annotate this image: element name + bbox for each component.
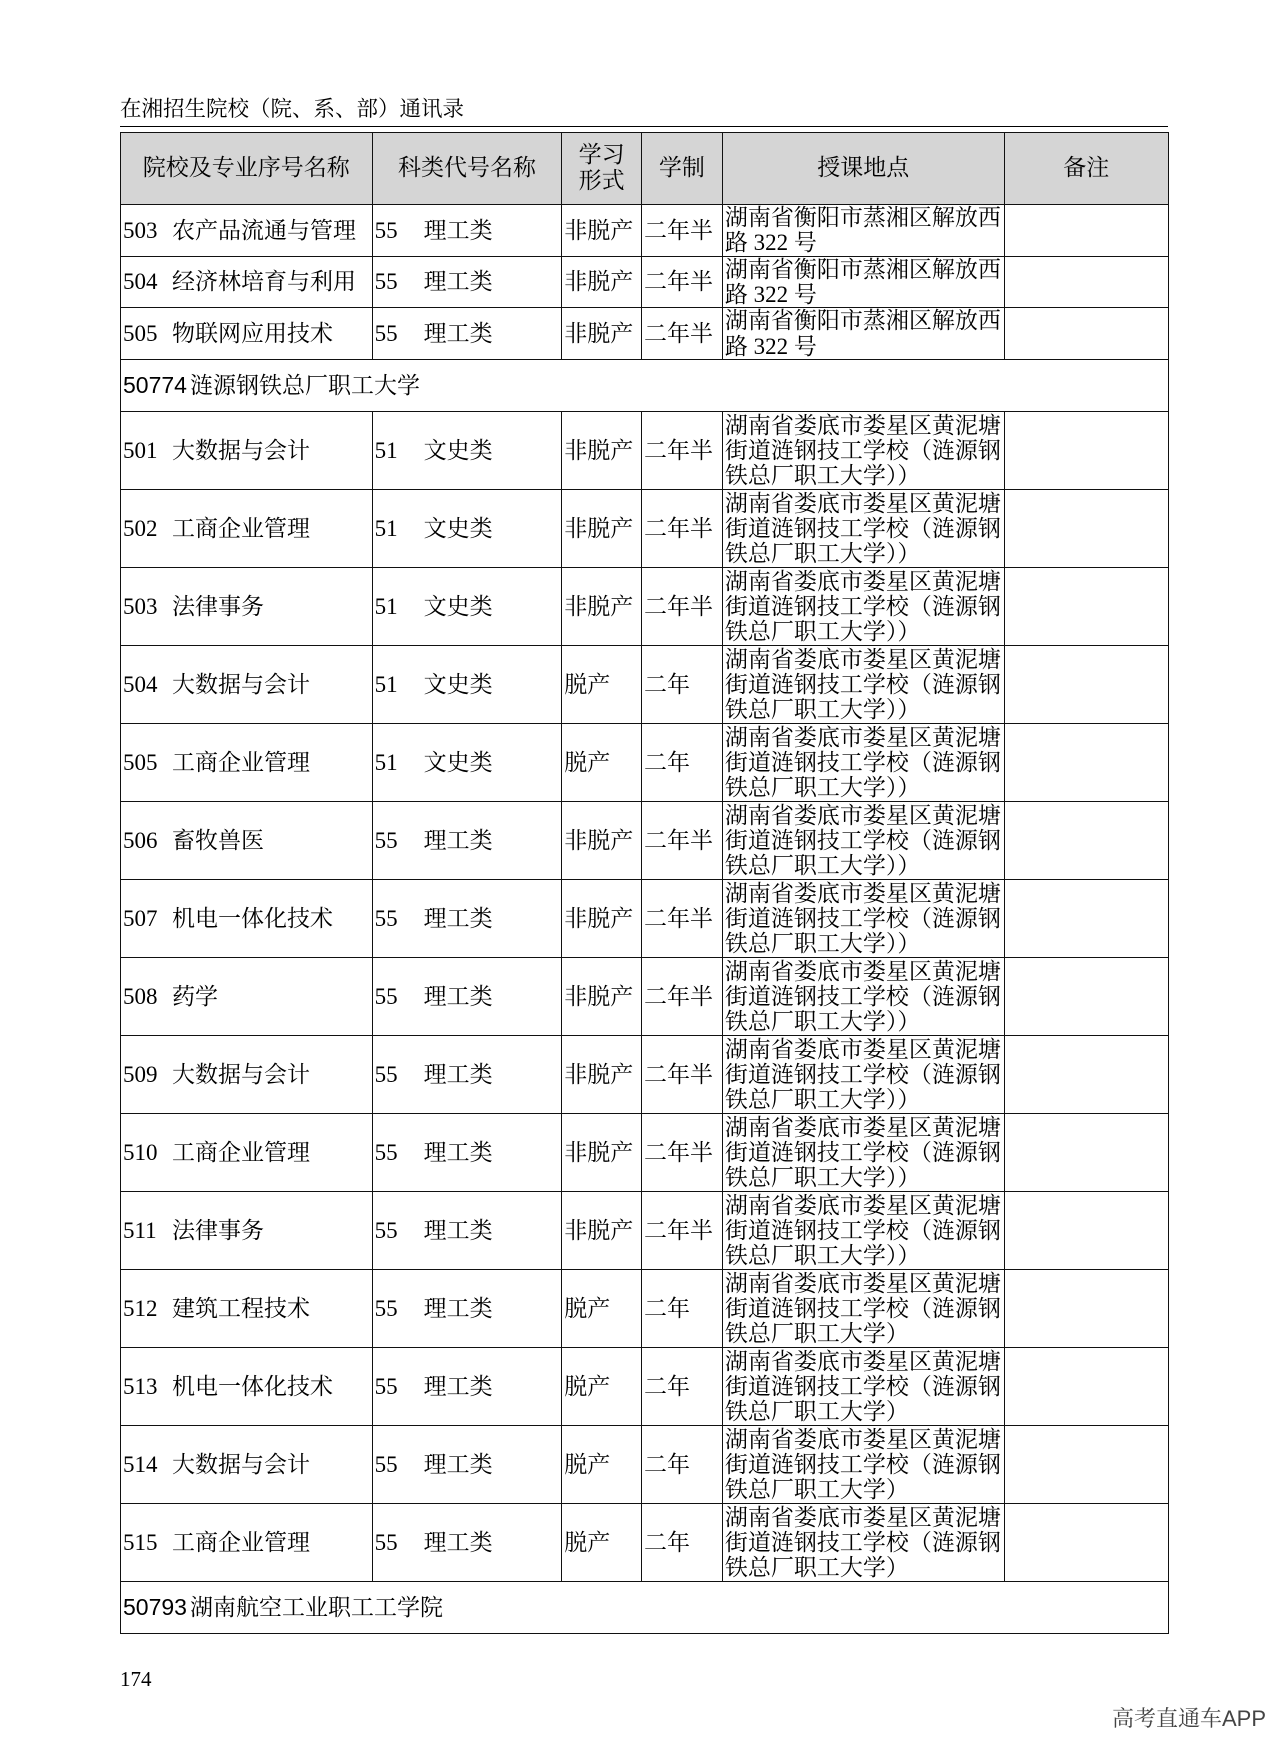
study-mode: 非脱产 — [562, 802, 642, 880]
study-mode: 非脱产 — [562, 568, 642, 646]
duration: 二年半 — [641, 568, 722, 646]
school-name: 湖南航空工业职工工学院 — [190, 1593, 443, 1620]
major-row — [121, 1114, 1169, 1192]
school-heading — [121, 360, 1169, 412]
major-row — [121, 880, 1169, 958]
major-cell — [121, 205, 373, 257]
location: 湖南省娄底市娄星区黄泥塘街道涟钢技工学校（涟源钢铁总厂职工大学）） — [724, 1192, 1001, 1269]
category-cell — [372, 880, 562, 958]
major-row — [121, 1348, 1169, 1426]
major-cell — [121, 1036, 373, 1114]
remarks-cell — [1004, 880, 1168, 958]
location-cell — [722, 412, 1004, 490]
category-cell — [372, 308, 562, 360]
location: 湖南省衡阳市蒸湘区解放西路 322 号 — [724, 308, 1001, 359]
category-cell — [372, 646, 562, 724]
study-mode: 非脱产 — [562, 256, 642, 308]
category-code: 51 — [374, 671, 398, 697]
location: 湖南省娄底市娄星区黄泥塘街道涟钢技工学校（涟源钢铁总厂职工大学）） — [724, 724, 1001, 801]
category-code: 51 — [374, 593, 398, 619]
major-number: 503 — [123, 593, 158, 619]
study-mode: 脱产 — [562, 1426, 642, 1504]
location-cell — [722, 490, 1004, 568]
location-cell — [722, 880, 1004, 958]
category-name: 理工类 — [423, 1139, 493, 1165]
location-cell — [722, 1270, 1004, 1348]
major-cell — [121, 880, 373, 958]
major-number: 501 — [123, 437, 158, 463]
duration: 二年半 — [641, 958, 722, 1036]
category-name: 文史类 — [423, 593, 493, 619]
location: 湖南省娄底市娄星区黄泥塘街道涟钢技工学校（涟源钢铁总厂职工大学） — [724, 1504, 1001, 1581]
major-cell — [121, 1114, 373, 1192]
category-name: 理工类 — [423, 1295, 493, 1321]
location: 湖南省衡阳市蒸湘区解放西路 322 号 — [724, 205, 1001, 256]
category-cell — [372, 958, 562, 1036]
location: 湖南省娄底市娄星区黄泥塘街道涟钢技工学校（涟源钢铁总厂职工大学） — [724, 1348, 1001, 1425]
running-header: 在湘招生院校（院、系、部）通讯录 — [120, 97, 465, 121]
major-row — [121, 568, 1169, 646]
major-name: 机电一体化技术 — [172, 905, 333, 931]
category-code: 55 — [374, 827, 398, 853]
duration: 二年半 — [641, 412, 722, 490]
major-number: 503 — [123, 217, 158, 243]
remarks-cell — [1004, 1426, 1168, 1504]
location-cell — [722, 958, 1004, 1036]
remarks-cell — [1004, 1348, 1168, 1426]
remarks-cell — [1004, 1192, 1168, 1270]
header-rule — [120, 126, 1168, 127]
location-cell — [722, 256, 1004, 308]
location-cell — [722, 1114, 1004, 1192]
major-name: 大数据与会计 — [172, 671, 310, 697]
category-name: 理工类 — [423, 1217, 493, 1243]
category-name: 理工类 — [423, 1529, 493, 1555]
major-number: 512 — [123, 1295, 158, 1321]
major-row — [121, 412, 1169, 490]
category-code: 55 — [374, 983, 398, 1009]
category-cell — [372, 1270, 562, 1348]
school-row — [121, 360, 1169, 412]
remarks-cell — [1004, 958, 1168, 1036]
remarks-cell — [1004, 256, 1168, 308]
study-mode: 非脱产 — [562, 205, 642, 257]
column-header-location: 授课地点 — [722, 133, 1004, 205]
major-row — [121, 256, 1169, 308]
study-mode: 非脱产 — [562, 490, 642, 568]
location-cell — [722, 802, 1004, 880]
category-code: 55 — [374, 905, 398, 931]
category-cell — [372, 1504, 562, 1582]
location-cell — [722, 568, 1004, 646]
major-name: 经济林培育与利用 — [172, 269, 356, 295]
watermark: 高考直通车APP — [1111, 1706, 1266, 1731]
major-number: 510 — [123, 1139, 158, 1165]
major-cell — [121, 412, 373, 490]
study-mode: 非脱产 — [562, 880, 642, 958]
remarks-cell — [1004, 412, 1168, 490]
major-row — [121, 490, 1169, 568]
category-code: 55 — [374, 1529, 398, 1555]
major-cell — [121, 1270, 373, 1348]
duration: 二年 — [641, 724, 722, 802]
major-row — [121, 646, 1169, 724]
location-cell — [722, 1348, 1004, 1426]
major-number: 507 — [123, 905, 158, 931]
category-name: 理工类 — [423, 905, 493, 931]
major-number: 502 — [123, 515, 158, 541]
category-cell — [372, 1192, 562, 1270]
category-cell — [372, 1426, 562, 1504]
study-mode: 非脱产 — [562, 1192, 642, 1270]
location: 湖南省娄底市娄星区黄泥塘街道涟钢技工学校（涟源钢铁总厂职工大学）） — [724, 1036, 1001, 1113]
header-row — [121, 133, 1169, 205]
category-name: 文史类 — [423, 437, 493, 463]
major-name: 大数据与会计 — [172, 1451, 310, 1477]
location: 湖南省娄底市娄星区黄泥塘街道涟钢技工学校（涟源钢铁总厂职工大学）） — [724, 646, 1001, 723]
major-name: 工商企业管理 — [172, 1139, 310, 1165]
major-name: 畜牧兽医 — [172, 827, 264, 853]
major-name: 大数据与会计 — [172, 1061, 310, 1087]
major-row — [121, 1426, 1169, 1504]
major-number: 505 — [123, 321, 158, 347]
major-cell — [121, 568, 373, 646]
major-row — [121, 802, 1169, 880]
study-mode: 脱产 — [562, 1348, 642, 1426]
major-number: 513 — [123, 1373, 158, 1399]
major-number: 514 — [123, 1451, 158, 1477]
major-name: 工商企业管理 — [172, 749, 310, 775]
column-header-school-major: 院校及专业序号名称 — [121, 133, 373, 205]
major-cell — [121, 308, 373, 360]
study-mode: 非脱产 — [562, 412, 642, 490]
duration: 二年半 — [641, 308, 722, 360]
location-cell — [722, 1036, 1004, 1114]
duration: 二年半 — [641, 802, 722, 880]
category-code: 51 — [374, 437, 398, 463]
category-name: 理工类 — [423, 217, 493, 243]
location: 湖南省娄底市娄星区黄泥塘街道涟钢技工学校（涟源钢铁总厂职工大学）） — [724, 1114, 1001, 1191]
column-header-remarks: 备注 — [1004, 133, 1168, 205]
category-name: 理工类 — [423, 1373, 493, 1399]
location-cell — [722, 1504, 1004, 1582]
duration: 二年半 — [641, 205, 722, 257]
directory-table — [120, 132, 1169, 1634]
major-cell — [121, 1348, 373, 1426]
location: 湖南省娄底市娄星区黄泥塘街道涟钢技工学校（涟源钢铁总厂职工大学）） — [724, 880, 1001, 957]
location: 湖南省衡阳市蒸湘区解放西路 322 号 — [724, 256, 1001, 308]
category-cell — [372, 1348, 562, 1426]
major-number: 511 — [123, 1217, 157, 1243]
category-cell — [372, 1036, 562, 1114]
major-cell — [121, 646, 373, 724]
duration: 二年半 — [641, 1036, 722, 1114]
category-code: 51 — [374, 515, 398, 541]
column-header-duration: 学制 — [641, 133, 722, 205]
major-number: 509 — [123, 1061, 158, 1087]
remarks-cell — [1004, 646, 1168, 724]
location: 湖南省娄底市娄星区黄泥塘街道涟钢技工学校（涟源钢铁总厂职工大学）） — [724, 568, 1001, 645]
category-name: 理工类 — [423, 269, 493, 295]
duration: 二年 — [641, 1270, 722, 1348]
category-code: 55 — [374, 1451, 398, 1477]
category-cell — [372, 1114, 562, 1192]
location-cell — [722, 646, 1004, 724]
category-cell — [372, 724, 562, 802]
school-code: 50774 — [123, 371, 187, 398]
study-mode: 脱产 — [562, 1270, 642, 1348]
major-name: 工商企业管理 — [172, 1529, 310, 1555]
category-cell — [372, 412, 562, 490]
location: 湖南省娄底市娄星区黄泥塘街道涟钢技工学校（涟源钢铁总厂职工大学） — [724, 1426, 1001, 1503]
major-cell — [121, 256, 373, 308]
duration: 二年半 — [641, 490, 722, 568]
location: 湖南省娄底市娄星区黄泥塘街道涟钢技工学校（涟源钢铁总厂职工大学）） — [724, 412, 1001, 489]
major-number: 505 — [123, 749, 158, 775]
study-mode: 脱产 — [562, 724, 642, 802]
category-code: 55 — [374, 1139, 398, 1165]
remarks-cell — [1004, 1504, 1168, 1582]
location: 湖南省娄底市娄星区黄泥塘街道涟钢技工学校（涟源钢铁总厂职工大学）） — [724, 958, 1001, 1035]
duration: 二年半 — [641, 1192, 722, 1270]
category-code: 51 — [374, 749, 398, 775]
major-name: 药学 — [172, 983, 218, 1009]
school-name: 涟源钢铁总厂职工大学 — [190, 371, 420, 398]
location-cell — [722, 308, 1004, 360]
remarks-cell — [1004, 205, 1168, 257]
major-name: 机电一体化技术 — [172, 1373, 333, 1399]
major-cell — [121, 958, 373, 1036]
remarks-cell — [1004, 802, 1168, 880]
major-row — [121, 1270, 1169, 1348]
study-mode: 脱产 — [562, 1504, 642, 1582]
duration: 二年半 — [641, 880, 722, 958]
category-code: 55 — [374, 217, 398, 243]
study-mode: 脱产 — [562, 646, 642, 724]
location: 湖南省娄底市娄星区黄泥塘街道涟钢技工学校（涟源钢铁总厂职工大学）） — [724, 490, 1001, 567]
category-cell — [372, 490, 562, 568]
school-row — [121, 1582, 1169, 1634]
major-row — [121, 1192, 1169, 1270]
major-cell — [121, 802, 373, 880]
category-code: 55 — [374, 1217, 398, 1243]
category-code: 55 — [374, 321, 398, 347]
duration: 二年 — [641, 1426, 722, 1504]
major-cell — [121, 1192, 373, 1270]
study-mode: 非脱产 — [562, 1036, 642, 1114]
column-header-category: 科类代号名称 — [372, 133, 562, 205]
category-code: 55 — [374, 1373, 398, 1399]
major-row — [121, 724, 1169, 802]
school-heading — [121, 1582, 1169, 1634]
major-name: 大数据与会计 — [172, 437, 310, 463]
major-row — [121, 205, 1169, 257]
major-cell — [121, 1426, 373, 1504]
remarks-cell — [1004, 724, 1168, 802]
location: 湖南省娄底市娄星区黄泥塘街道涟钢技工学校（涟源钢铁总厂职工大学）） — [724, 802, 1001, 879]
major-number: 508 — [123, 983, 158, 1009]
remarks-cell — [1004, 568, 1168, 646]
major-cell — [121, 490, 373, 568]
category-code: 55 — [374, 269, 398, 295]
duration: 二年 — [641, 1348, 722, 1426]
duration: 二年半 — [641, 256, 722, 308]
column-header-study-mode: 学习 形式 — [562, 133, 642, 205]
duration: 二年半 — [641, 1114, 722, 1192]
major-name: 建筑工程技术 — [172, 1295, 310, 1321]
category-name: 文史类 — [423, 749, 493, 775]
duration: 二年 — [641, 646, 722, 724]
major-row — [121, 308, 1169, 360]
major-row — [121, 1036, 1169, 1114]
category-cell — [372, 256, 562, 308]
major-cell — [121, 1504, 373, 1582]
remarks-cell — [1004, 1036, 1168, 1114]
major-name: 工商企业管理 — [172, 515, 310, 541]
category-name: 理工类 — [423, 983, 493, 1009]
major-name: 物联网应用技术 — [172, 321, 333, 347]
school-code: 50793 — [123, 1593, 187, 1620]
category-name: 理工类 — [423, 1061, 493, 1087]
location-cell — [722, 1192, 1004, 1270]
study-mode: 非脱产 — [562, 308, 642, 360]
category-name: 文史类 — [423, 515, 493, 541]
category-name: 理工类 — [423, 1451, 493, 1477]
category-name: 理工类 — [423, 321, 493, 347]
category-cell — [372, 205, 562, 257]
duration: 二年 — [641, 1504, 722, 1582]
category-code: 55 — [374, 1295, 398, 1321]
remarks-cell — [1004, 1114, 1168, 1192]
major-row — [121, 1504, 1169, 1582]
remarks-cell — [1004, 1270, 1168, 1348]
category-cell — [372, 802, 562, 880]
remarks-cell — [1004, 308, 1168, 360]
study-mode: 非脱产 — [562, 958, 642, 1036]
location-cell — [722, 1426, 1004, 1504]
location-cell — [722, 205, 1004, 257]
category-code: 55 — [374, 1061, 398, 1087]
major-row — [121, 958, 1169, 1036]
major-name: 法律事务 — [172, 593, 264, 619]
major-cell — [121, 724, 373, 802]
major-number: 504 — [123, 671, 158, 697]
page-number: 174 — [120, 1667, 152, 1691]
category-name: 理工类 — [423, 827, 493, 853]
major-number: 506 — [123, 827, 158, 853]
major-number: 515 — [123, 1529, 158, 1555]
category-cell — [372, 568, 562, 646]
category-name: 文史类 — [423, 671, 493, 697]
major-name: 法律事务 — [172, 1217, 264, 1243]
remarks-cell — [1004, 490, 1168, 568]
major-name: 农产品流通与管理 — [172, 217, 356, 243]
location: 湖南省娄底市娄星区黄泥塘街道涟钢技工学校（涟源钢铁总厂职工大学） — [724, 1270, 1001, 1347]
location-cell — [722, 724, 1004, 802]
study-mode: 非脱产 — [562, 1114, 642, 1192]
major-number: 504 — [123, 269, 158, 295]
